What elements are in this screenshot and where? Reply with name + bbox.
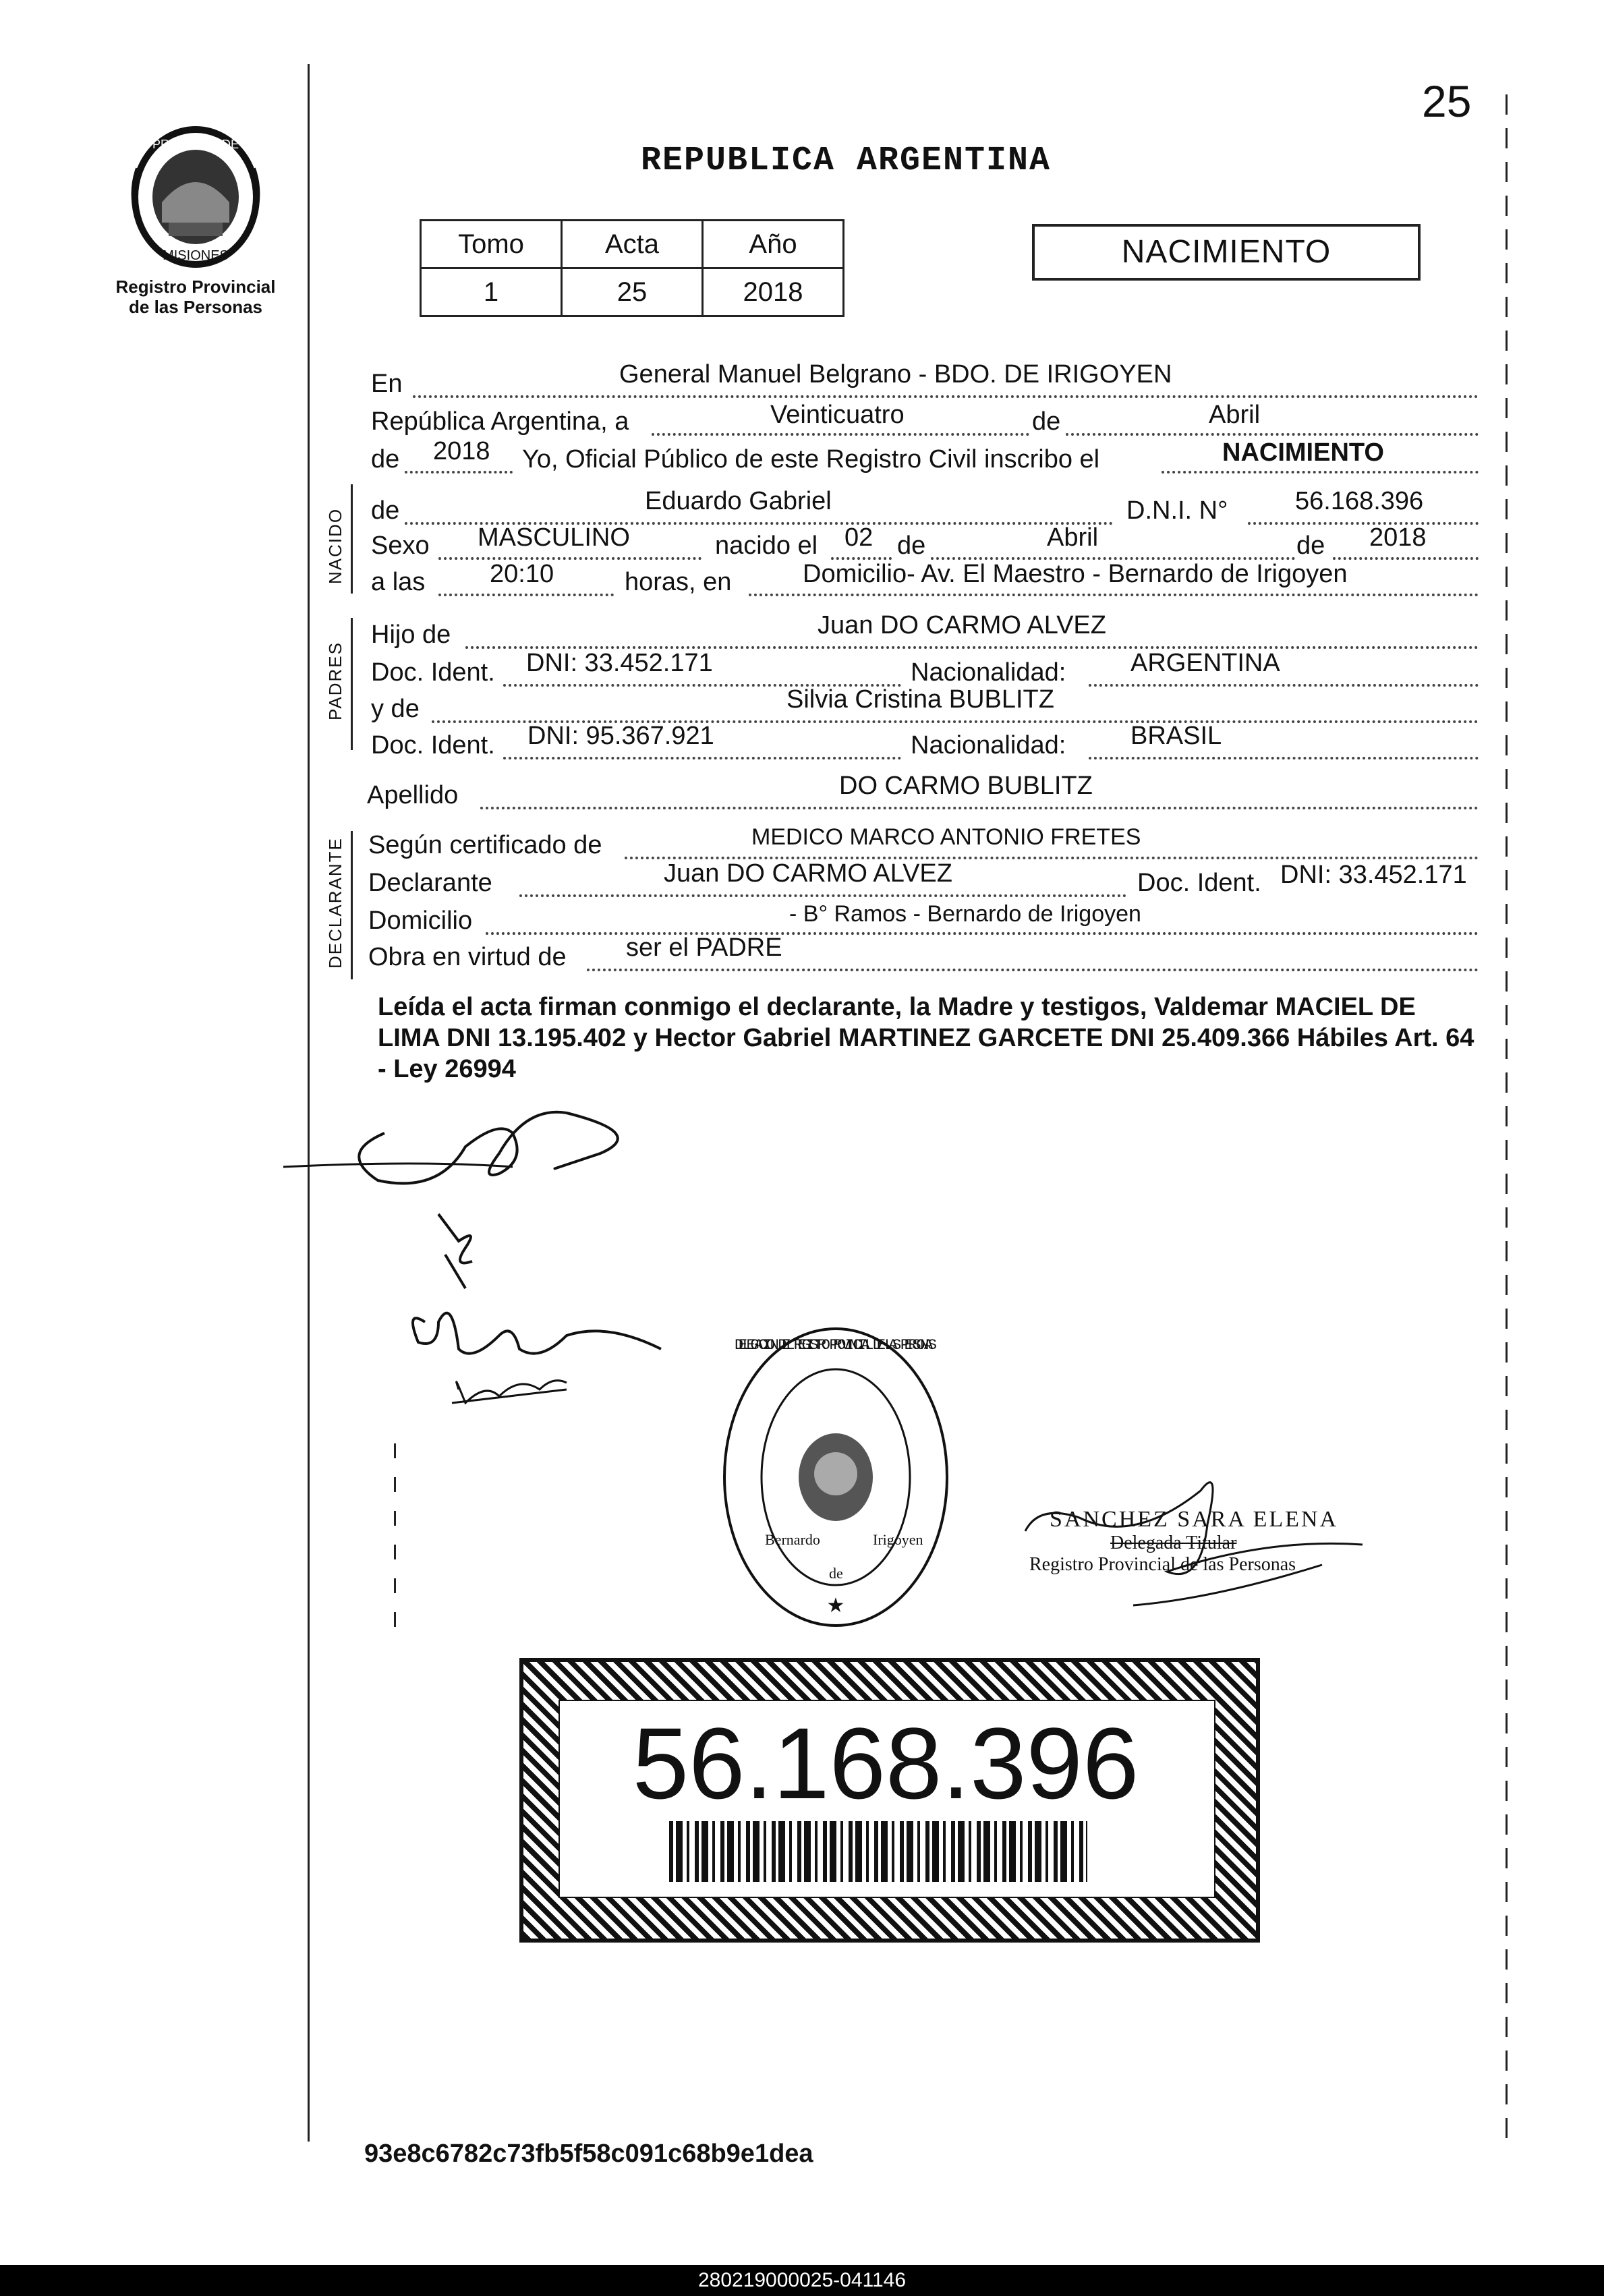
father-nac-value: ARGENTINA: [1130, 649, 1280, 677]
name-value: Eduardo Gabriel: [645, 487, 832, 515]
mother-nac-label: Nacionalidad:: [911, 731, 1066, 759]
dotted-line: [587, 969, 1479, 971]
father-nac-label: Nacionalidad:: [911, 658, 1066, 687]
page-number: 25: [1422, 76, 1472, 126]
dotted-line: [1248, 522, 1479, 525]
declarante-side-label: DECLARANTE: [325, 837, 345, 969]
alas-label: a las: [371, 568, 426, 596]
time-value: 20:10: [490, 560, 554, 588]
anio-value: 2018: [703, 268, 844, 316]
dni-label: D.N.I. N°: [1126, 496, 1228, 525]
horas-label: horas, en: [625, 568, 732, 596]
de2-label: de: [371, 445, 400, 473]
year-value: 2018: [433, 437, 490, 465]
signatures: [283, 1066, 688, 1443]
svg-text:★: ★: [826, 1595, 845, 1617]
cert-value: MEDICO MARCO ANTONIO FRETES: [751, 824, 1141, 850]
birth-year-value: 2018: [1369, 523, 1427, 552]
acta-value: 25: [562, 268, 703, 316]
footer-id-bar: 280219000025-041146: [0, 2265, 1604, 2296]
declarante-doc-value: DNI: 33.452.171: [1280, 861, 1467, 889]
nacido-de3-label: de: [1296, 532, 1325, 560]
republica-label: República Argentina, a: [371, 407, 629, 436]
nacido-de2-label: de: [897, 532, 926, 560]
closing-statement: Leída el acta firman conmigo el declarante, la Madre y testigos, Valdemar MACIEL DE LIMA DNI 13.195.402 y Hector Gabriel MARTINEZ GARCETE DNI 25.409.366 Hábiles Art. 64 - Ley 26994: [378, 993, 1474, 1083]
dotted-line: [1089, 684, 1479, 687]
document-hash: 93e8c6782c73fb5f58c091c68b9e1dea: [364, 2140, 813, 2168]
dotted-line: [519, 894, 1126, 897]
act-value: NACIMIENTO: [1222, 438, 1384, 467]
obra-label: Obra en virtud de: [368, 943, 567, 971]
signature-stroke: [283, 1164, 513, 1167]
father-doc-label: Doc. Ident.: [371, 658, 495, 687]
mother-doc-value: DNI: 95.367.921: [527, 722, 714, 750]
official-org: Registro Provincial de las Personas: [1029, 1554, 1296, 1575]
birth-day-value: 02: [844, 523, 873, 552]
barcode-number: 56.168.396: [632, 1706, 1139, 1820]
dotted-line: [438, 594, 614, 596]
sexo-label: Sexo: [371, 532, 430, 560]
tomo-value: 1: [421, 268, 562, 316]
dotted-line: [438, 557, 701, 560]
svg-text:PROVINCIA DE: PROVINCIA DE: [152, 138, 239, 151]
dotted-line: [480, 807, 1479, 809]
official-signature: [998, 1450, 1376, 1626]
dni-value: 56.168.396: [1295, 487, 1424, 515]
dotted-line: [1089, 757, 1479, 759]
apellido-value: DO CARMO BUBLITZ: [839, 772, 1093, 800]
svg-text:Bernardo: Bernardo: [765, 1531, 820, 1548]
father-value: Juan DO CARMO ALVEZ: [818, 611, 1106, 639]
svg-text:DELEGACION DEL REGISTRO PROVIN: DELEGACION DEL REGISTRO PROVINCIAL DE LAS PERSONAS: [735, 1337, 937, 1354]
tomo-header: Tomo: [421, 221, 562, 268]
svg-text:de: de: [829, 1565, 843, 1582]
barcode-bars: [669, 1821, 1087, 1882]
mother-signature: [438, 1214, 472, 1288]
witness-signature-martinez: [452, 1381, 567, 1403]
yo-text: Yo, Oficial Público de este Registro Civil inscribo el: [522, 445, 1100, 473]
svg-text:Irigoyen: Irigoyen: [873, 1531, 923, 1548]
declarante-signature: [359, 1112, 617, 1184]
margin-dash-marks: [394, 1443, 396, 1632]
acta-header: Acta: [562, 221, 703, 268]
reference-table: [420, 219, 844, 317]
cert-label: Según certificado de: [368, 831, 602, 859]
place-value: General Manuel Belgrano - BDO. DE IRIGOYEN: [619, 360, 1172, 389]
record-type-box: NACIMIENTO: [1032, 224, 1421, 281]
dotted-line: [652, 433, 1029, 436]
right-margin-line: [1506, 94, 1508, 2145]
de-label: de: [1032, 407, 1061, 436]
dotted-line: [405, 471, 513, 473]
en-label: En: [371, 370, 403, 398]
mother-value: Silvia Cristina BUBLITZ: [786, 685, 1054, 714]
svg-text:MISIONES: MISIONES: [163, 248, 229, 263]
dotted-line: [503, 757, 901, 759]
dotted-line: [1066, 433, 1479, 436]
sexo-value: MASCULINO: [478, 523, 630, 552]
dotted-line: [413, 395, 1479, 398]
anio-header: Año: [703, 221, 844, 268]
delegation-round-stamp: [718, 1322, 954, 1632]
declarante-bracket: [351, 831, 353, 979]
declarante-label: Declarante: [368, 869, 492, 897]
dotted-line: [749, 594, 1479, 596]
declarante-doc-label: Doc. Ident.: [1137, 869, 1261, 897]
padres-side-label: PADRES: [325, 641, 345, 720]
yde-label: y de: [371, 695, 420, 723]
obra-value: ser el PADRE: [626, 934, 782, 962]
apellido-label: Apellido: [367, 781, 459, 809]
dotted-line: [1333, 557, 1479, 560]
month-value: Abril: [1209, 401, 1261, 429]
birth-place-value: Domicilio- Av. El Maestro - Bernardo de Irigoyen: [803, 560, 1348, 588]
domicilio-label: Domicilio: [368, 907, 473, 935]
mother-doc-label: Doc. Ident.: [371, 731, 495, 759]
dotted-line: [1162, 471, 1479, 473]
official-role: Delegada Titular: [1110, 1532, 1237, 1553]
domicilio-value: - B° Ramos - Bernardo de Irigoyen: [789, 901, 1141, 927]
registry-caption: Registro Provincial de las Personas: [115, 277, 276, 317]
nacido-bracket: [351, 484, 353, 594]
day-value: Veinticuatro: [770, 401, 905, 429]
official-name: SANCHEZ SARA ELENA: [1050, 1507, 1339, 1532]
padres-bracket: [351, 618, 353, 750]
witness-signature-lima: [413, 1313, 661, 1354]
declarante-value: Juan DO CARMO ALVEZ: [664, 859, 952, 888]
nacido-el-label: nacido el: [715, 532, 818, 560]
birth-month-value: Abril: [1047, 523, 1099, 552]
document-title: REPUBLICA ARGENTINA: [640, 142, 1052, 180]
nacido-de-label: de: [371, 496, 400, 525]
father-doc-value: DNI: 33.452.171: [526, 649, 713, 677]
nacido-side-label: NACIDO: [325, 507, 345, 584]
hijo-label: Hijo de: [371, 621, 451, 649]
mother-nac-value: BRASIL: [1130, 722, 1222, 750]
